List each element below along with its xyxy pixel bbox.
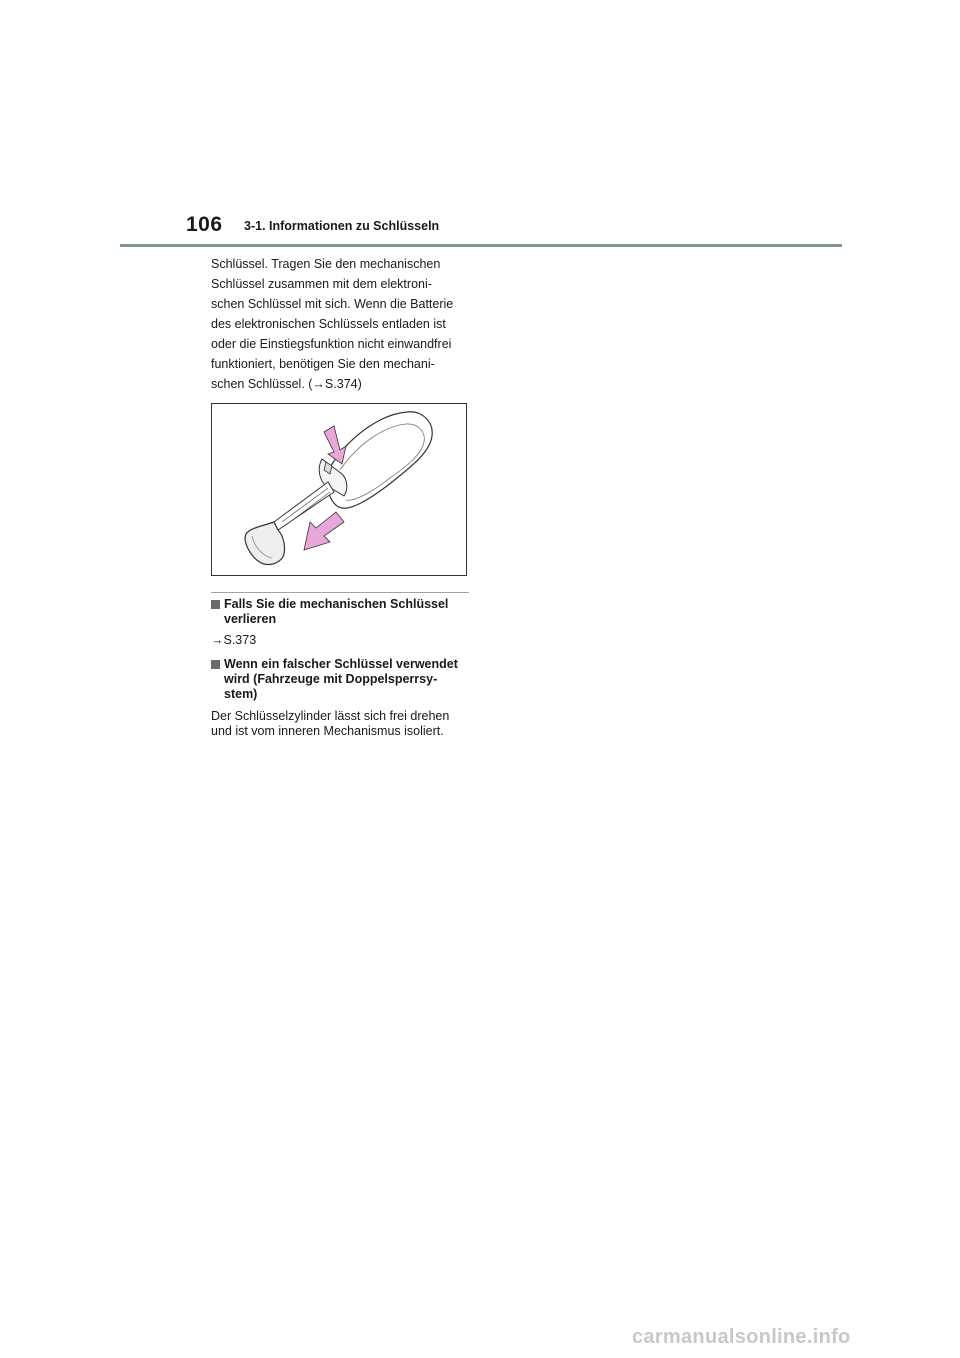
wrong-key-description: Der Schlüsselzylinder lässt sich frei drehen und ist vom inneren Mechanismus isoliert.	[211, 709, 450, 738]
subheading-marker-icon	[211, 660, 220, 669]
intro-line: Schlüssel zusammen mit dem elektroni-	[211, 277, 432, 291]
intro-line: funktioniert, benötigen Sie den mechani-	[211, 357, 435, 371]
header-rule	[120, 244, 842, 247]
intro-line: schen Schlüssel. (→S.374)	[211, 377, 362, 391]
section-title: 3-1. Informationen zu Schlüsseln	[244, 219, 440, 233]
key-removal-illustration-icon	[212, 404, 466, 575]
intro-line: Schlüssel. Tragen Sie den mechanischen	[211, 257, 441, 271]
subheading-text: Falls Sie die mechanischen Schlüssel verlieren	[224, 597, 449, 626]
intro-line: des elektronischen Schlüssels entladen ist	[211, 317, 446, 331]
press-arrow-icon	[324, 426, 346, 464]
subheading-text: Wenn ein falscher Schlüssel verwendet wird (Fahrzeuge mit Doppelsperrsy- stem)	[224, 657, 458, 701]
intro-line: oder die Einstiegsfunktion nicht einwandfrei	[211, 337, 452, 351]
intro-line: schen Schlüssel mit sich. Wenn die Batterie	[211, 297, 454, 311]
subheading-lost-key	[211, 597, 469, 627]
page-number: 106	[186, 213, 223, 236]
reference-lost-key: →S.373	[211, 633, 257, 647]
pull-arrow-icon	[304, 512, 344, 550]
key-illustration-figure	[211, 403, 467, 576]
subheading-wrong-key	[211, 657, 469, 702]
figure-divider	[211, 592, 469, 593]
watermark: carmanualsonline.info	[632, 1326, 851, 1348]
intro-paragraph	[211, 254, 473, 394]
subheading-marker-icon	[211, 600, 220, 609]
